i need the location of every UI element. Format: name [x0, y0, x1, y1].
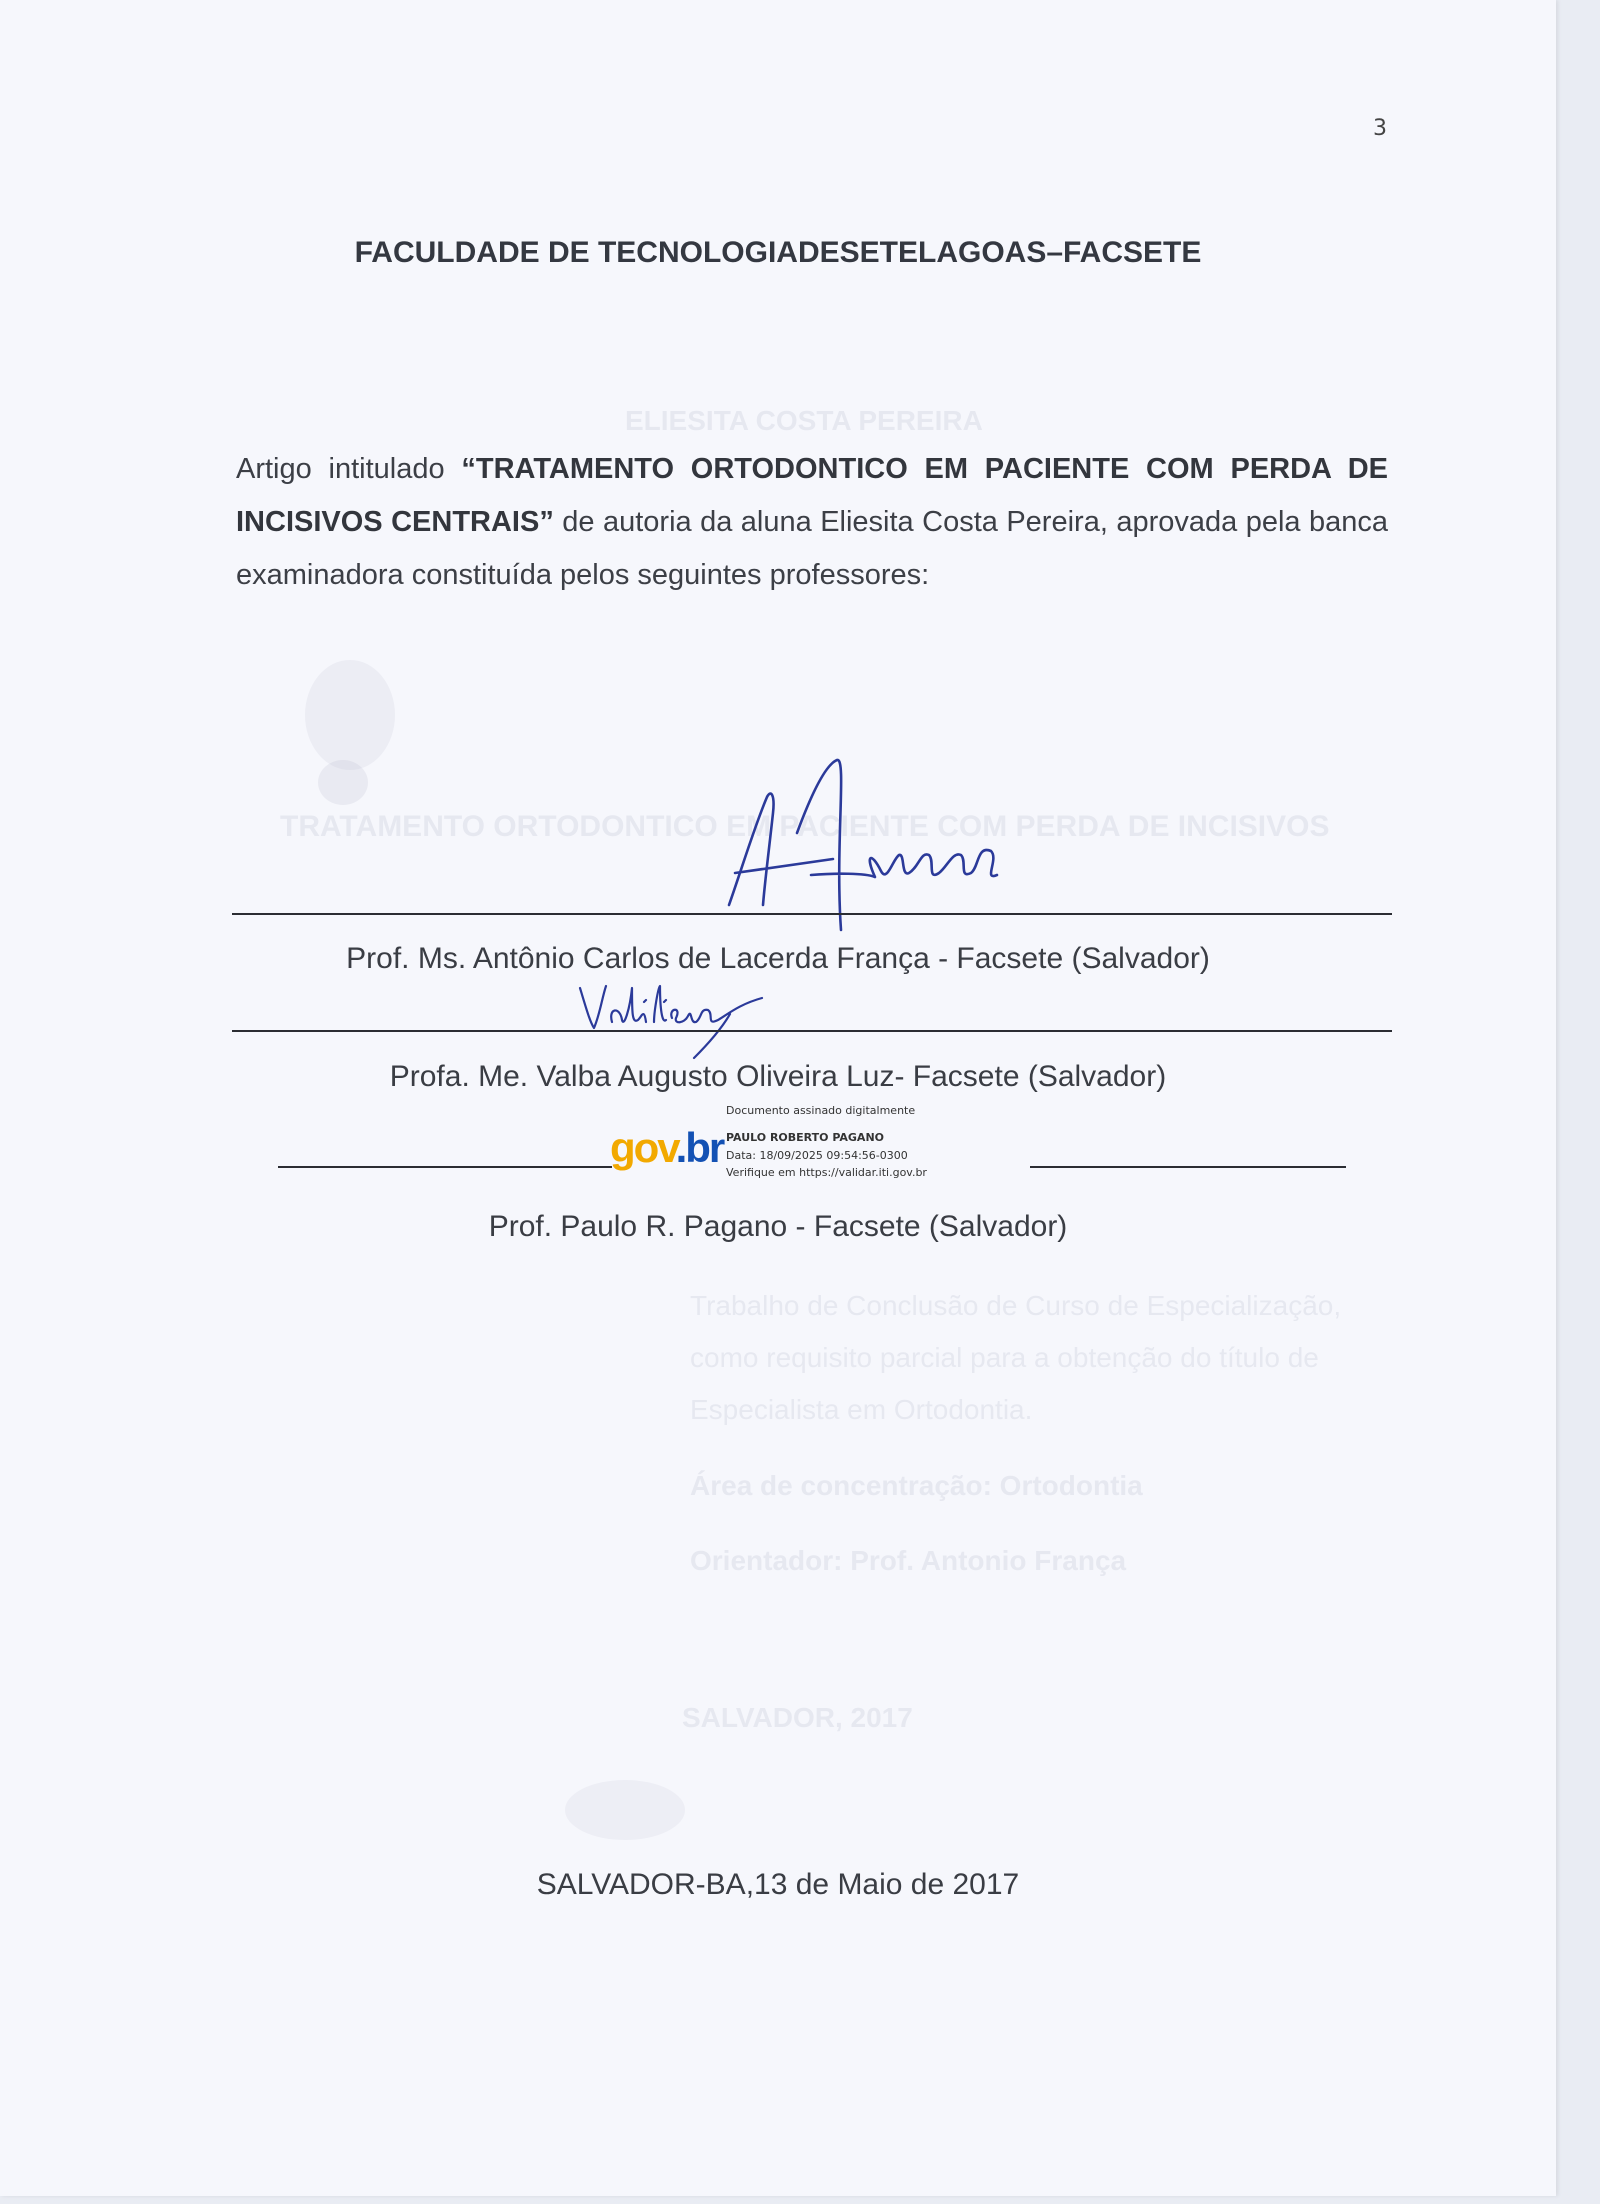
signature-line [232, 913, 1392, 915]
examiner-name: Prof. Ms. Antônio Carlos de Lacerda França - Facsete (Salvador) [346, 942, 1210, 975]
paper-smudge [305, 660, 395, 770]
examiner-name: Prof. Paulo R. Pagano - Facsete (Salvador) [488, 1210, 1068, 1243]
govbr-logo: gov.br [610, 1124, 724, 1171]
signature-antonio [715, 755, 1035, 935]
show-through-text: SALVADOR, 2017 [682, 1702, 913, 1733]
show-through-text: Especialista em Ortodontia. [690, 1394, 1033, 1425]
paragraph-lead: Artigo intitulado [236, 453, 462, 485]
digital-signature-stamp [610, 1100, 990, 1186]
signature-line-right [1030, 1166, 1346, 1168]
page-number: 3 [1373, 116, 1387, 141]
paper-smudge [318, 760, 368, 805]
stamp-heading: Documento assinado digitalmente [726, 1104, 916, 1117]
stamp-signer: PAULO ROBERTO PAGANO [726, 1131, 885, 1144]
paper-smudge [565, 1780, 685, 1840]
paragraph-tail: de autoria da aluna Eliesita Costa Pereira, aprovada pela banca examinadora constituída pelos seguintes professores: [236, 506, 1388, 591]
show-through-text: Orientador: Prof. Antonio França [690, 1545, 1127, 1576]
signature-valba [572, 978, 772, 1068]
show-through-text: Trabalho de Conclusão de Curso de Especialização, [690, 1290, 1342, 1321]
show-through-text: ELIESITA COSTA PEREIRA [625, 405, 983, 436]
stamp-date: Data: 18/09/2025 09:54:56-0300 [726, 1149, 908, 1162]
place-and-date: SALVADOR-BA,13 de Maio de 2017 [536, 1868, 1020, 1901]
signature-line [232, 1030, 1392, 1032]
show-through-text: como requisito parcial para a obtenção do título de [690, 1342, 1319, 1373]
article-title: “TRATAMENTO ORTODONTICO EM PACIENTE COM PERDA DE INCISIVOS CENTRAIS” [236, 453, 1388, 538]
show-through-text: Área de concentração: Ortodontia [690, 1470, 1143, 1501]
examiner-name: Profa. Me. Valba Augusto Oliveira Luz- Facsete (Salvador) [389, 1060, 1167, 1093]
signature-line-left [278, 1166, 612, 1168]
approval-paragraph [236, 443, 1388, 602]
stamp-verify-link[interactable]: Verifique em https://validar.iti.gov.br [726, 1166, 927, 1179]
institution-heading: FACULDADE DE TECNOLOGIADESETELAGOAS–FACSETE [354, 236, 1202, 269]
show-through-text: TRATAMENTO ORTODONTICO EM PACIENTE COM PERDA DE INCISIVOS [280, 810, 1330, 843]
